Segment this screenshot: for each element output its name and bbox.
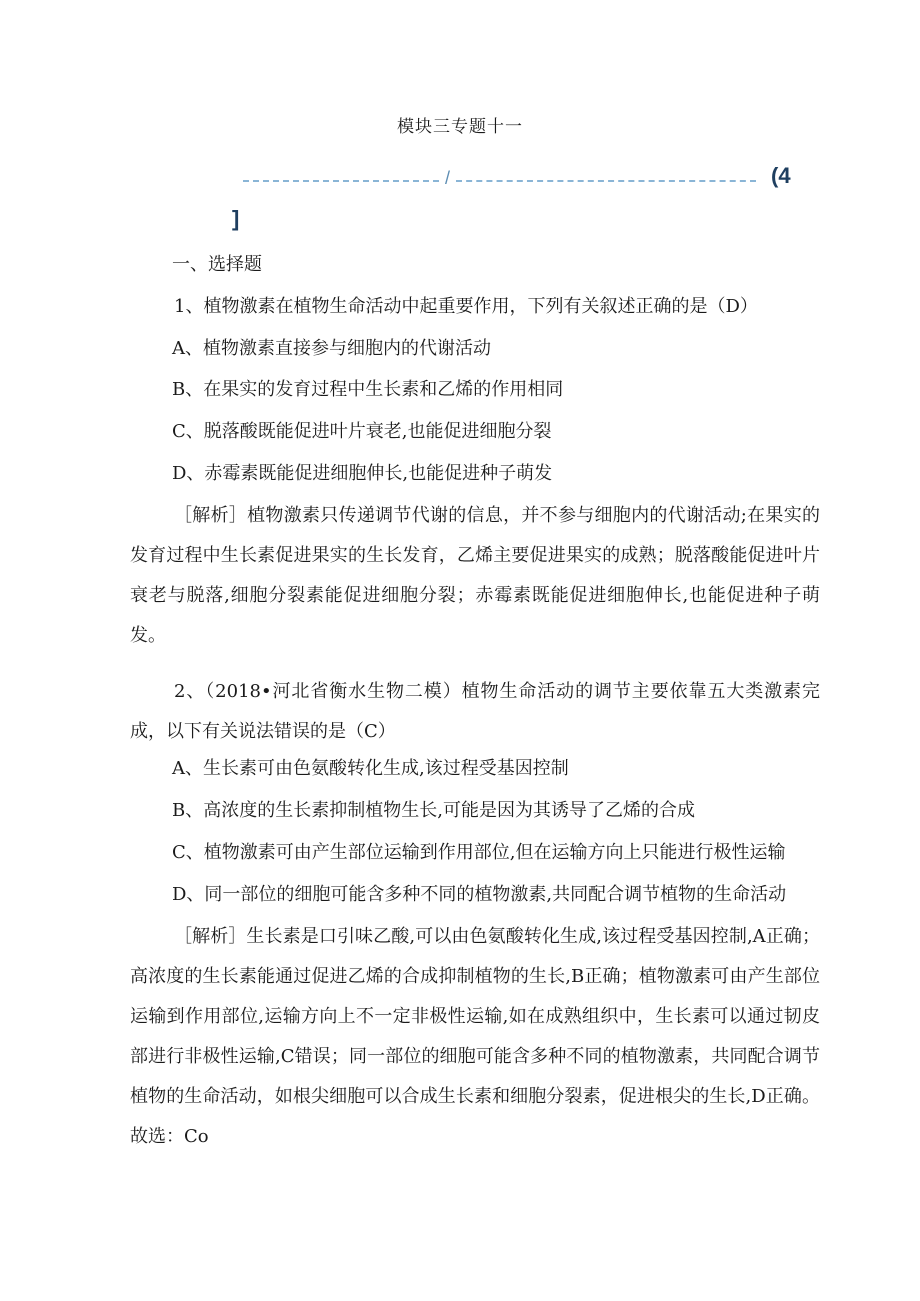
dash-rule-left	[243, 180, 439, 182]
question-stem: 1、植物激素在植物生命活动中起重要作用，下列有关叙述正确的是（D）	[174, 296, 758, 317]
analysis-paragraph: ［解析］植物激素只传递调节代谢的信息，并不参与细胞内的代谢活动;在果实的发育过程中生长素促进果实的生长发育，乙烯主要促进果实的成熟；脱落酸能促进叶片衰老与脱落,细胞分裂素能促进细胞分裂；赤霉素既能促进细胞伸长,也能促进种子萌发。	[130, 505, 820, 646]
analysis-paragraph: ［解析］生长素是口引味乙酸,可以由色氨酸转化生成,该过程受基因控制,A正确；高浓度的生长素能通过促进乙烯的合成抑制植物的生长,B正确；植物激素可由产生部位运输到作用部位,运输方向上不一定非极性运输,如在成熟组织中，生长素可以通过韧皮部进行非极性运输,C错误；同一部位的细胞可能含多种不同的植物激素，共同配合调节植物的生命活动，如根尖细胞可以合成生长素和细胞分裂素，促进根尖的生长,D正确。故选：Co	[130, 926, 820, 1147]
header-number: (4	[771, 163, 791, 188]
option-c: C、脱落酸既能促进叶片衰老,也能促进细胞分裂	[172, 421, 552, 442]
section-heading: 一、选择题	[172, 254, 262, 275]
option-a: A、植物激素直接参与细胞内的代谢活动	[172, 338, 491, 359]
option-b: B、高浓度的生长素抑制植物生长,可能是因为其诱导了乙烯的合成	[172, 800, 695, 821]
question-stem: 2、（2018•河北省衡水生物二模）植物生命活动的调节主要依靠五大类激素完成，以下有关说法错误的是（C）	[130, 681, 820, 742]
page-title: 模块三专题十一	[397, 117, 523, 137]
option-d: D、同一部位的细胞可能含多种不同的植物激素,共同配合调节植物的生命活动	[172, 884, 787, 905]
option-a: A、生长素可由色氨酸转化生成,该过程受基因控制	[172, 758, 569, 779]
option-b: B、在果实的发育过程中生长素和乙烯的作用相同	[172, 379, 564, 400]
header-slash: /	[445, 167, 451, 188]
dash-rule-right	[456, 180, 756, 182]
header-rule	[243, 166, 756, 190]
header-bracket: ]	[232, 206, 240, 231]
option-d: D、赤霉素既能促进细胞伸长,也能促进种子萌发	[172, 463, 553, 484]
option-c: C、植物激素可由产生部位运输到作用部位,但在运输方向上只能进行极性运输	[172, 842, 786, 863]
